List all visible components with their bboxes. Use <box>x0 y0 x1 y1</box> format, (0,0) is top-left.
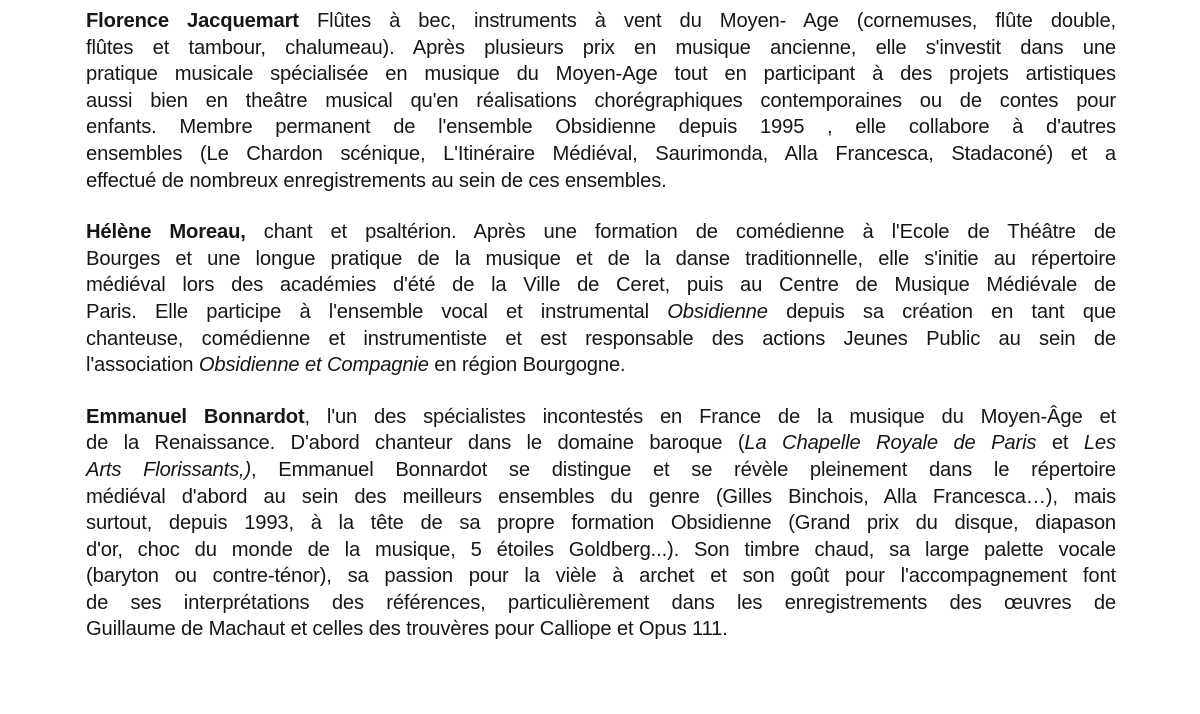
text-line <box>86 590 1116 617</box>
text-line <box>86 168 1116 195</box>
text-segment: Flûtes à bec, instruments à vent du Moyen- Age (cornemuses, flûte double, <box>316 10 1117 32</box>
person-name: Hélène Moreau, <box>86 221 246 244</box>
text-segment: depuis sa création en tant que <box>767 300 1116 323</box>
text-segment: chant et psaltérion. Après une formation de comédienne à l'Ecole de Théâtre de <box>263 221 1117 244</box>
text-segment: chanteuse, comédienne et instrumentiste et est responsable des actions Jeunes Public au sein de <box>86 327 1116 350</box>
text-segment: médiéval lors des académies d'été de la Ville de Ceret, puis au Centre de Musique Médiévale de <box>86 274 1116 297</box>
person-name: Emmanuel Bonnardot <box>86 405 305 428</box>
italic-text: La Chapelle Royale de Paris <box>744 432 1037 455</box>
text-line <box>86 299 1116 326</box>
person-name: Florence Jacquemart <box>86 10 299 32</box>
text-line <box>86 246 1116 273</box>
text-line <box>86 404 1116 431</box>
text-segment: surtout, depuis 1993, à la tête de sa propre formation Obsidienne (Grand prix du disque, diapason <box>86 512 1116 535</box>
italic-text: Obsidienne et Compagnie <box>198 354 429 377</box>
text-line <box>86 537 1116 564</box>
text-segment: flûtes et tambour, chalumeau). Après plusieurs prix en musique ancienne, elle s'investit dans une <box>86 36 1116 59</box>
text-segment: de ses interprétations des références, particulièrement dans les enregistrements des œuvres de <box>86 591 1116 614</box>
text-line <box>86 326 1116 353</box>
text-segment: aussi bien en theâtre musical qu'en réalisations chorégraphiques contemporaines ou de contes pour <box>86 89 1116 112</box>
text-line <box>86 352 1116 379</box>
text-segment: effectué de nombreux enregistrements au sein de ces ensembles. <box>86 169 667 192</box>
italic-text: Arts Florissants,) <box>86 458 252 481</box>
text-line <box>86 510 1116 537</box>
text-line <box>86 88 1116 115</box>
text-segment: enfants. Membre permanent de l'ensemble Obsidienne depuis 1995 , elle collabore à d'autres <box>86 116 1116 139</box>
text-line <box>86 219 1116 246</box>
document-page <box>86 8 1116 643</box>
text-line <box>86 114 1116 141</box>
text-segment: ensembles (Le Chardon scénique, L'Itinéraire Médiéval, Saurimonda, Alla Francesca, Stadaconé) et a <box>86 142 1116 165</box>
text-line <box>86 616 1116 643</box>
text-segment: l'association <box>86 354 199 377</box>
text-segment: d'or, choc du monde de la musique, 5 étoiles Goldberg...). Son timbre chaud, sa large palette vocale <box>86 538 1116 561</box>
italic-text: Les <box>1083 432 1116 455</box>
text-line <box>86 484 1116 511</box>
text-segment: en région Bourgogne. <box>428 354 626 377</box>
bio-paragraph-emmanuel-bonnardot <box>86 404 1116 643</box>
text-segment: Guillaume de Machaut et celles des trouvères pour Calliope et Opus 111. <box>86 618 728 641</box>
text-line <box>86 272 1116 299</box>
text-line <box>86 35 1116 62</box>
bio-paragraph-florence-jacquemart <box>86 8 1116 194</box>
text-segment: et <box>1036 432 1084 455</box>
text-line <box>86 8 1116 35</box>
italic-text: Obsidienne <box>667 300 768 323</box>
text-segment: de la Renaissance. D'abord chanteur dans le domaine baroque ( <box>86 432 745 455</box>
text-segment: Paris. Elle participe à l'ensemble vocal et instrumental <box>86 300 668 323</box>
text-segment: (baryton ou contre-ténor), sa passion pour la vièle à archet et son goût pour l'accompagnement font <box>86 565 1116 588</box>
text-segment: médiéval d'abord au sein des meilleurs ensembles du genre (Gilles Binchois, Alla Francesca…), mais <box>86 485 1116 508</box>
text-line <box>86 430 1116 457</box>
text-line <box>86 563 1116 590</box>
text-segment: Bourges et une longue pratique de la musique et de la danse traditionnelle, elle s'initie au répertoire <box>86 247 1116 270</box>
text-line <box>86 457 1116 484</box>
text-segment: , Emmanuel Bonnardot se distingue et se révèle pleinement dans le répertoire <box>251 458 1116 481</box>
text-line <box>86 141 1116 168</box>
text-line <box>86 61 1116 88</box>
text-segment: pratique musicale spécialisée en musique du Moyen-Age tout en participant à des projets artistiques <box>86 63 1116 86</box>
bio-paragraph-helene-moreau <box>86 219 1116 379</box>
text-segment: , l'un des spécialistes incontestés en France de la musique du Moyen-Âge et <box>304 405 1116 428</box>
